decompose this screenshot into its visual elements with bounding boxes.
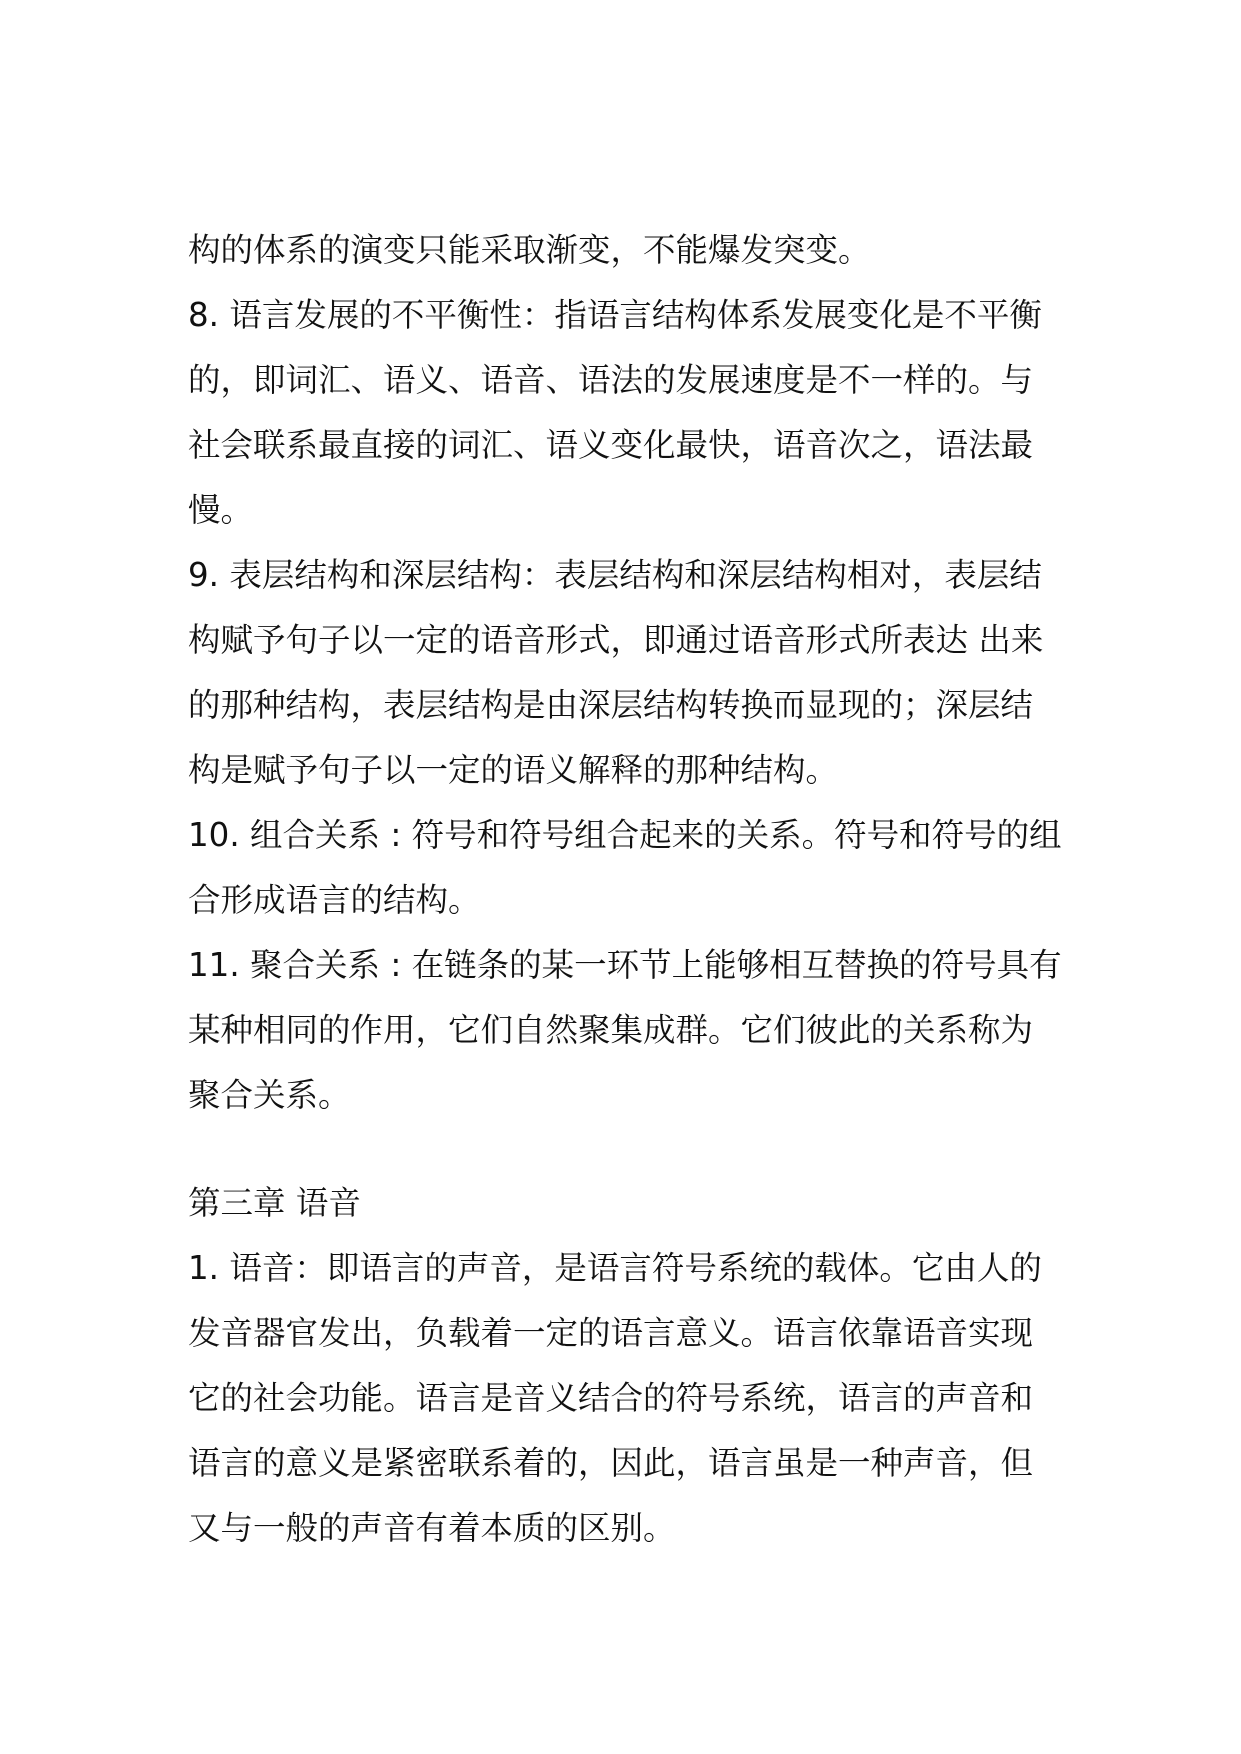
text-line: 语言的意义是紧密联系着的，因此，语言虽是一种声音，但 — [188, 1444, 1034, 1482]
text-line: 聚合关系。 — [188, 1076, 351, 1114]
chapter-heading: 第三章 语音 — [188, 1184, 361, 1222]
text-line: 又与一般的声音有着本质的区别。 — [188, 1509, 676, 1547]
text-line: 8. 语言发展的不平衡性：指语言结构体系发展变化是不平衡 — [188, 296, 1042, 334]
text-line: 构是赋予句子以一定的语义解释的那种结构。 — [188, 751, 839, 789]
text-line: 构的体系的演变只能采取渐变，不能爆发突变。 — [188, 231, 871, 269]
text-line: 它的社会功能。语言是音义结合的符号系统，语言的声音和 — [188, 1379, 1034, 1417]
text-line: 合形成语言的结构。 — [188, 881, 481, 919]
text-line: 慢。 — [188, 491, 254, 529]
text-line: 10. 组合关系 : 符号和符号组合起来的关系。符号和符号的组 — [188, 816, 1062, 854]
text-line: 发音器官发出，负载着一定的语言意义。语言依靠语音实现 — [188, 1314, 1034, 1352]
text-line: 某种相同的作用，它们自然聚集成群。它们彼此的关系称为 — [188, 1011, 1034, 1049]
text-line: 构赋予句子以一定的语音形式，即通过语音形式所表达 出来 — [188, 621, 1044, 659]
text-line: 的，即词汇、语义、语音、语法的发展速度是不一样的。与 — [188, 361, 1034, 399]
text-line: 1. 语音：即语言的声音，是语言符号系统的载体。它由人的 — [188, 1249, 1042, 1287]
document-body — [188, 218, 1088, 1561]
text-line: 社会联系最直接的词汇、语义变化最快，语音次之，语法最 — [188, 426, 1034, 464]
section-spacer — [188, 1128, 1088, 1171]
text-line: 9. 表层结构和深层结构：表层结构和深层结构相对，表层结 — [188, 556, 1042, 594]
text-line: 11. 聚合关系 : 在链条的某一环节上能够相互替换的符号具有 — [188, 946, 1062, 984]
text-line: 的那种结构，表层结构是由深层结构转换而显现的；深层结 — [188, 686, 1034, 724]
